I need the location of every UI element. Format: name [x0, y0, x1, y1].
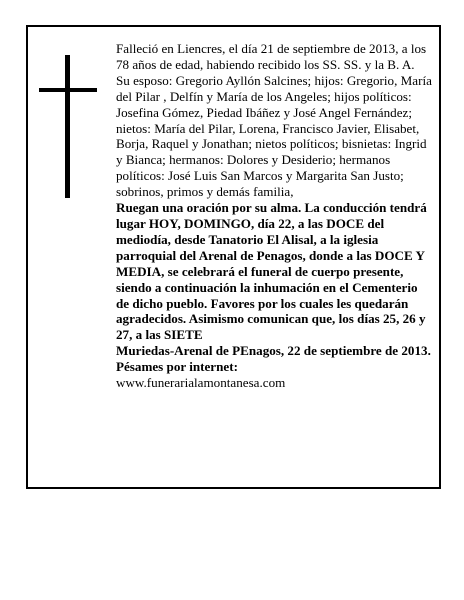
obituary-text — [116, 41, 432, 391]
website-link[interactable]: www.funerarialamontanesa.com — [116, 375, 286, 391]
cross-horizontal-bar — [39, 88, 97, 92]
latin-cross-icon — [39, 55, 97, 198]
death-announcement: Falleció en Liencres, el día 21 de septiembre de 2013, a los 78 años de edad, habiendo recibido los SS. SS. y la B. A. — [116, 41, 427, 72]
family-list: Su esposo: Gregorio Ayllón Salcines; hijos: Gregorio, María del Pilar , Delfín y María de los Angeles; hijos políticos: Josefina Gómez, Piedad Ibáñez y José Angel Fernández; nietos: María del Pilar, Lorena, Francisco Javier, Elisabet, Borja, Raquel y Jonathan; nietos políticos; bisnietas: Ingrid y Bianca; hermanos: Dolores y Desiderio; hermanos políticos: José Luis San Marcos y Margarita San Justo; sobrinos, primos y demás familia, — [116, 72, 432, 200]
place-date-line: Muriedas-Arenal de PEnagos, 22 de septiembre de 2013. Pésames por internet: — [116, 343, 431, 375]
obituary-frame — [26, 25, 441, 489]
cross-vertical-bar — [65, 55, 70, 198]
funeral-details: Ruegan una oración por su alma. La conducción tendrá lugar HOY, DOMINGO, día 22, a las DOCE del mediodía, desde Tanatorio El Alisal, a la iglesia parroquial del Arenal de Penagos, donde a las DOCE Y MEDIA, se celebrará el funeral de cuerpo presente, siendo a continuación la inhumación en el Cementerio de dicho pueblo. Favores por los cuales les quedarán agradecidos. Asimismo comunican que, los días 25, 26 y 27, a las SIETE — [116, 200, 427, 343]
